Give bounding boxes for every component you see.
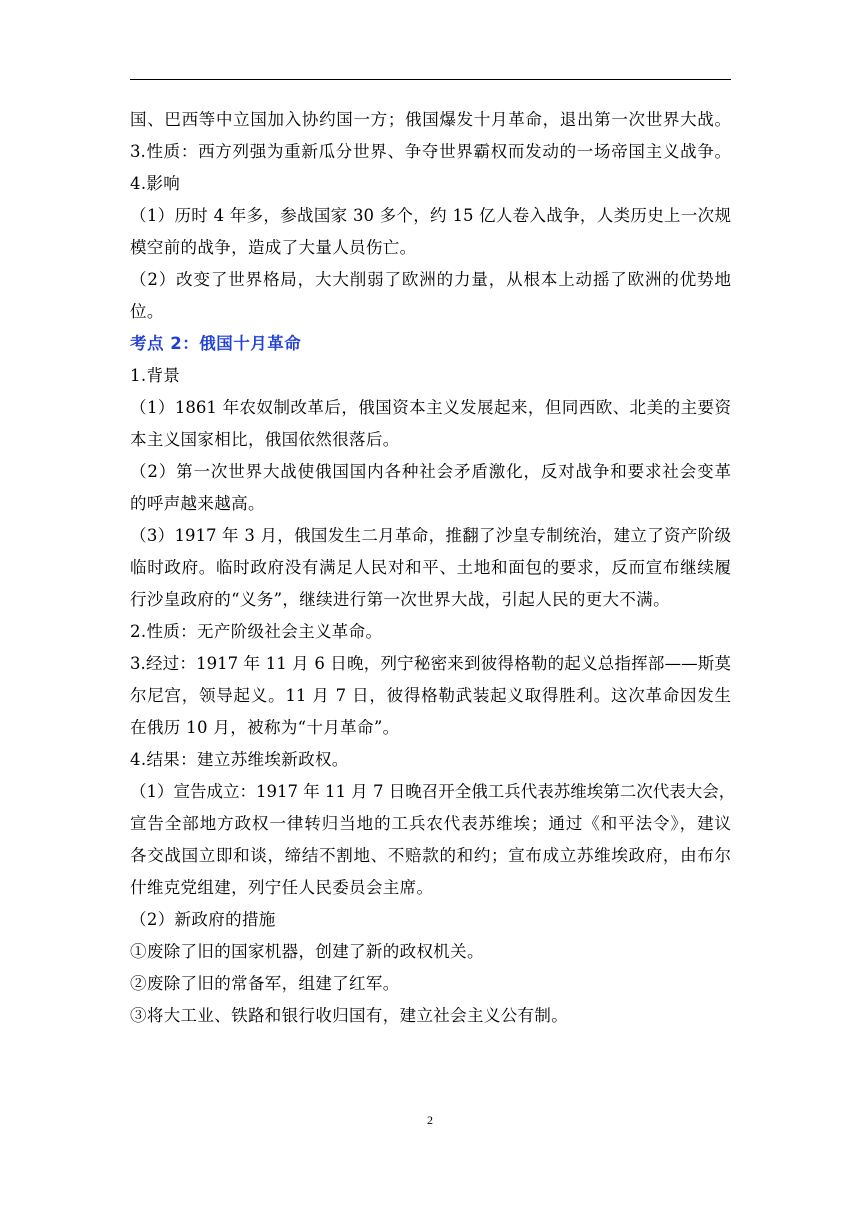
- paragraph-line: （2）第一次世界大战使俄国国内各种社会矛盾激化，反对战争和要求社会变革: [130, 462, 731, 481]
- paragraph-line: 3.性质：西方列强为重新瓜分世界、争夺世界霸权而发动的一场帝国主义战争。: [130, 142, 731, 161]
- section-label: 4.结果：建立苏维埃新政权。: [130, 750, 349, 769]
- list-item: ②废除了旧的常备军，组建了红军。: [130, 974, 400, 993]
- document-body: [130, 104, 736, 1032]
- paragraph-line: （2）改变了世界格局，大大削弱了欧洲的力量，从根本上动摇了欧洲的优势地: [130, 270, 731, 289]
- paragraph-line: 行沙皇政府的“义务”，继续进行第一次世界大战，引起人民的更大不满。: [130, 590, 670, 609]
- section-heading: 考点 2：俄国十月革命: [130, 334, 302, 353]
- paragraph-line: 尔尼宫，领导起义。11 月 7 日，彼得格勒武装起义取得胜利。这次革命因发生: [130, 686, 731, 705]
- paragraph-line: （1）宣告成立：1917 年 11 月 7 日晚召开全俄工兵代表苏维埃第二次代表大会，: [130, 782, 736, 801]
- paragraph-line: 国、巴西等中立国加入协约国一方；俄国爆发十月革命，退出第一次世界大战。: [130, 110, 731, 129]
- paragraph-line: （3）1917 年 3 月，俄国发生二月革命，推翻了沙皇专制统治，建立了资产阶级: [130, 526, 731, 545]
- paragraph-line: 在俄历 10 月，被称为“十月革命”。: [130, 718, 400, 737]
- paragraph-line: （1）历时 4 年多，参战国家 30 多个，约 15 亿人卷入战争，人类历史上一次规: [130, 206, 731, 225]
- section-label: 2.性质：无产阶级社会主义革命。: [130, 622, 383, 641]
- paragraph-line: 模空前的战争，造成了大量人员伤亡。: [130, 238, 417, 257]
- paragraph-line: 临时政府。临时政府没有满足人民对和平、土地和面包的要求，反而宣布继续履: [130, 558, 731, 577]
- paragraph-line: 3.经过：1917 年 11 月 6 日晚，列宁秘密来到彼得格勒的起义总指挥部——斯莫: [130, 654, 731, 673]
- paragraph-line: 位。: [130, 302, 164, 321]
- list-item: ①废除了旧的国家机器，创建了新的政权机关。: [130, 942, 484, 961]
- paragraph-line: 各交战国立即和谈，缔结不割地、不赔款的和约；宣布成立苏维埃政府，由布尔: [130, 846, 731, 865]
- paragraph-line: 本主义国家相比，俄国依然很落后。: [130, 430, 400, 449]
- paragraph-line: 的呼声越来越高。: [130, 494, 265, 513]
- paragraph-line: 宣告全部地方政权一律转归当地的工兵农代表苏维埃；通过《和平法令》，建议: [130, 814, 731, 833]
- paragraph-line: （1）1861 年农奴制改革后，俄国资本主义发展起来，但同西欧、北美的主要资: [130, 398, 731, 417]
- list-item: ③将大工业、铁路和银行收归国有，建立社会主义公有制。: [130, 1006, 569, 1025]
- paragraph-line: 什维克党组建，列宁任人民委员会主席。: [130, 878, 434, 897]
- page-number: 2: [427, 1113, 433, 1127]
- paragraph-line: （2）新政府的措施: [130, 910, 276, 929]
- section-label: 1.背景: [130, 366, 181, 385]
- header-rule: [130, 79, 731, 80]
- section-label: 4.影响: [130, 174, 181, 193]
